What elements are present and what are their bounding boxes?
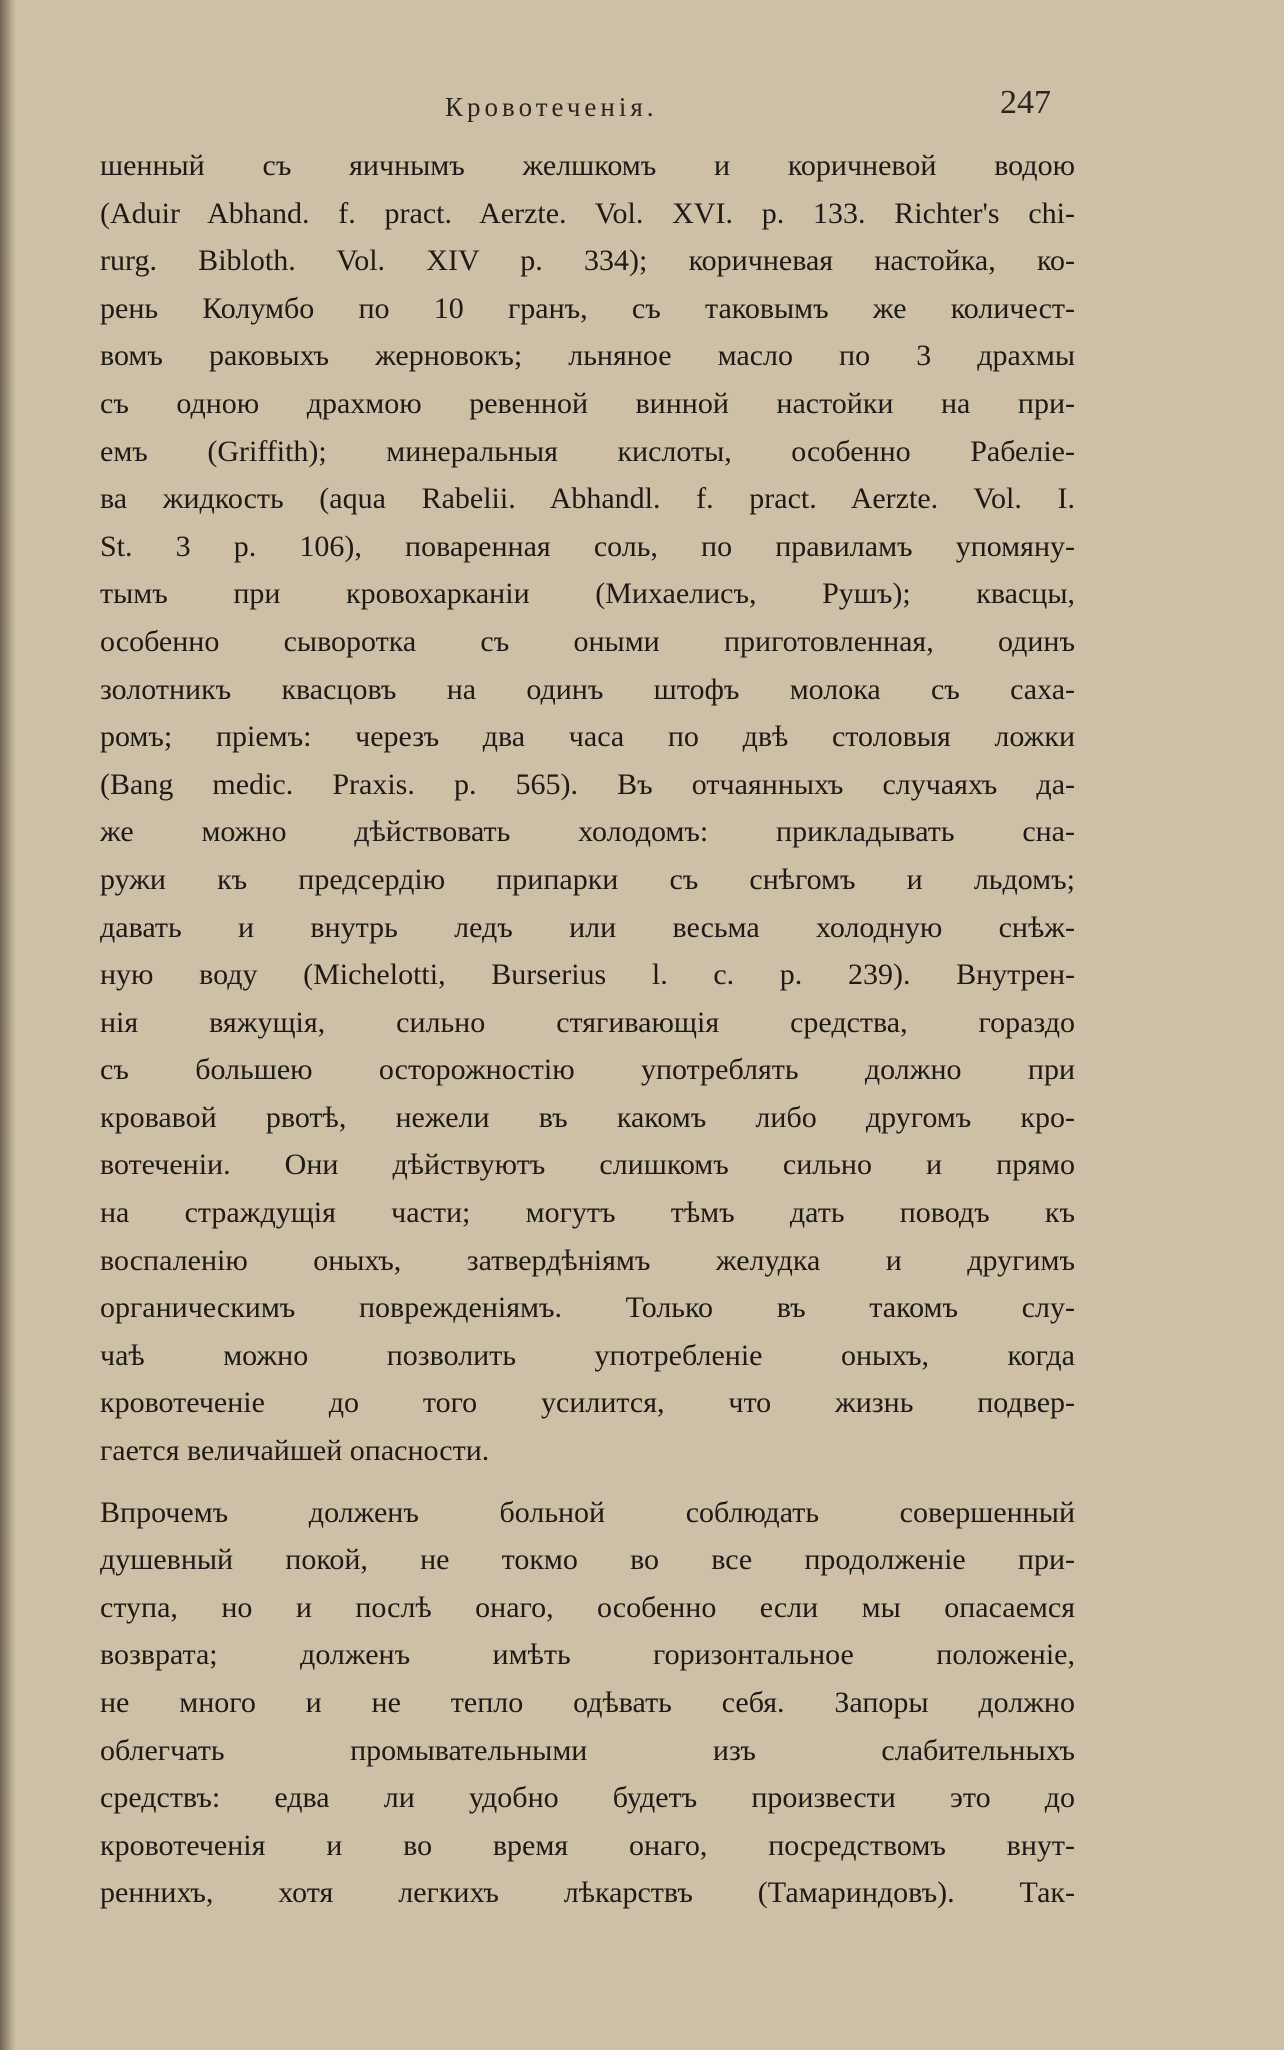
text-line: золотникъ квасцовъ на одинъ штофъ молока съ саха- (100, 672, 1075, 706)
text-line: ную воду (Michelotti, Burserius l. c. p. 239). Внутрен- (100, 958, 1075, 992)
text-line: шенный съ яичнымъ желшкомъ и коричневой водою (100, 149, 1075, 182)
running-head: Кровотеченія. (445, 92, 658, 122)
text-line: вомъ раковыхъ жерновокъ; льняное масло по 3 драхмы (100, 339, 1075, 373)
text-line: емъ (Griffith); минеральныя кислоты, особенно Рабелie- (100, 434, 1075, 468)
text-line: (Aduir Abhand. f. pract. Aerzte. Vol. XVI. p. 133. Richter's chi- (100, 196, 1075, 230)
text-line: Впрочемъ долженъ больной соблюдать совершенный (100, 1495, 1075, 1529)
text-line: особенно сыворотка съ оными приготовленная, одинъ (100, 624, 1075, 658)
paragraph-gap (100, 1475, 1075, 1489)
text-line: воспаленію оныхъ, затвердѣніямъ желудка и другимъ (100, 1243, 1075, 1277)
text-line: возврата; долженъ имѣть горизонтальное положеніе, (100, 1638, 1075, 1672)
text-line: рень Колумбо по 10 гранъ, съ таковымъ же количест- (100, 291, 1075, 325)
text-line: съ одною драхмою ревенной винной настойки на при- (100, 386, 1075, 420)
text-line: (Bang medic. Praxis. p. 565). Въ отчаянныхъ случаяхъ да- (100, 767, 1075, 801)
text-line: чаѣ можно позволить употребленіе оныхъ, когда (100, 1338, 1075, 1372)
text-line: не много и не тепло одѣвать себя. Запоры должно (100, 1686, 1075, 1719)
text-line: кровотеченія и во время онаго, посредствомъ внут- (100, 1828, 1075, 1862)
text-line: гается величайшей опасности. (100, 1434, 490, 1468)
text-line: же можно дѣйствовать холодомъ: прикладывать сна- (100, 815, 1075, 849)
text-line: душевный покой, не токмо во все продолженіе при- (100, 1543, 1075, 1577)
text-line: давать и внутрь ледъ или весьма холодную снѣж- (100, 910, 1075, 944)
body-text (100, 142, 1075, 1917)
text-line: ва жидкость (aqua Rabelii. Abhandl. f. pract. Aerzte. Vol. I. (100, 482, 1075, 516)
text-line: органическимъ поврежденіямъ. Только въ такомъ слу- (100, 1291, 1075, 1325)
text-line: вотеченіи. Они дѣйствуютъ слишкомъ сильно и прямо (100, 1148, 1075, 1182)
text-line: rurg. Bibloth. Vol. XIV p. 334); коричневая настойка, ко- (100, 244, 1075, 278)
text-line: St. 3 p. 106), поваренная соль, по правиламъ упомяну- (100, 529, 1075, 563)
text-line: средствъ: едва ли удобно будетъ произвести это до (100, 1781, 1075, 1815)
text-line: тымъ при кровохарканіи (Михаелисъ, Рушъ); квасцы, (100, 577, 1075, 611)
page-header (100, 84, 1100, 144)
text-line: на страждущія части; могутъ тѣмъ дать поводъ къ (100, 1196, 1075, 1230)
text-line: ромъ; пріемъ: черезъ два часа по двѣ столовыя ложки (100, 720, 1075, 754)
text-line: ружи къ предсердію припарки съ снѣгомъ и льдомъ; (100, 862, 1075, 896)
text-line: кровавой рвотѣ, нежели въ какомъ либо другомъ кро- (100, 1100, 1075, 1134)
page-number: 247 (1000, 84, 1051, 121)
page-spine-shadow (0, 0, 16, 2050)
text-line: кровотеченіе до того усилится, что жизнь подвер- (100, 1386, 1075, 1420)
text-line: реннихъ, хотя легкихъ лѣкарствъ (Тамариндовъ). Так- (100, 1876, 1075, 1910)
text-line: съ большею осторожностію употреблять должно при (100, 1053, 1075, 1087)
text-line: ступа, но и послѣ онаго, особенно если мы опасаемся (100, 1590, 1075, 1624)
text-line: облегчать промывательными изъ слабительныхъ (100, 1733, 1075, 1767)
text-line: нія вяжущія, сильно стягивающія средства, гораздо (100, 1005, 1075, 1039)
